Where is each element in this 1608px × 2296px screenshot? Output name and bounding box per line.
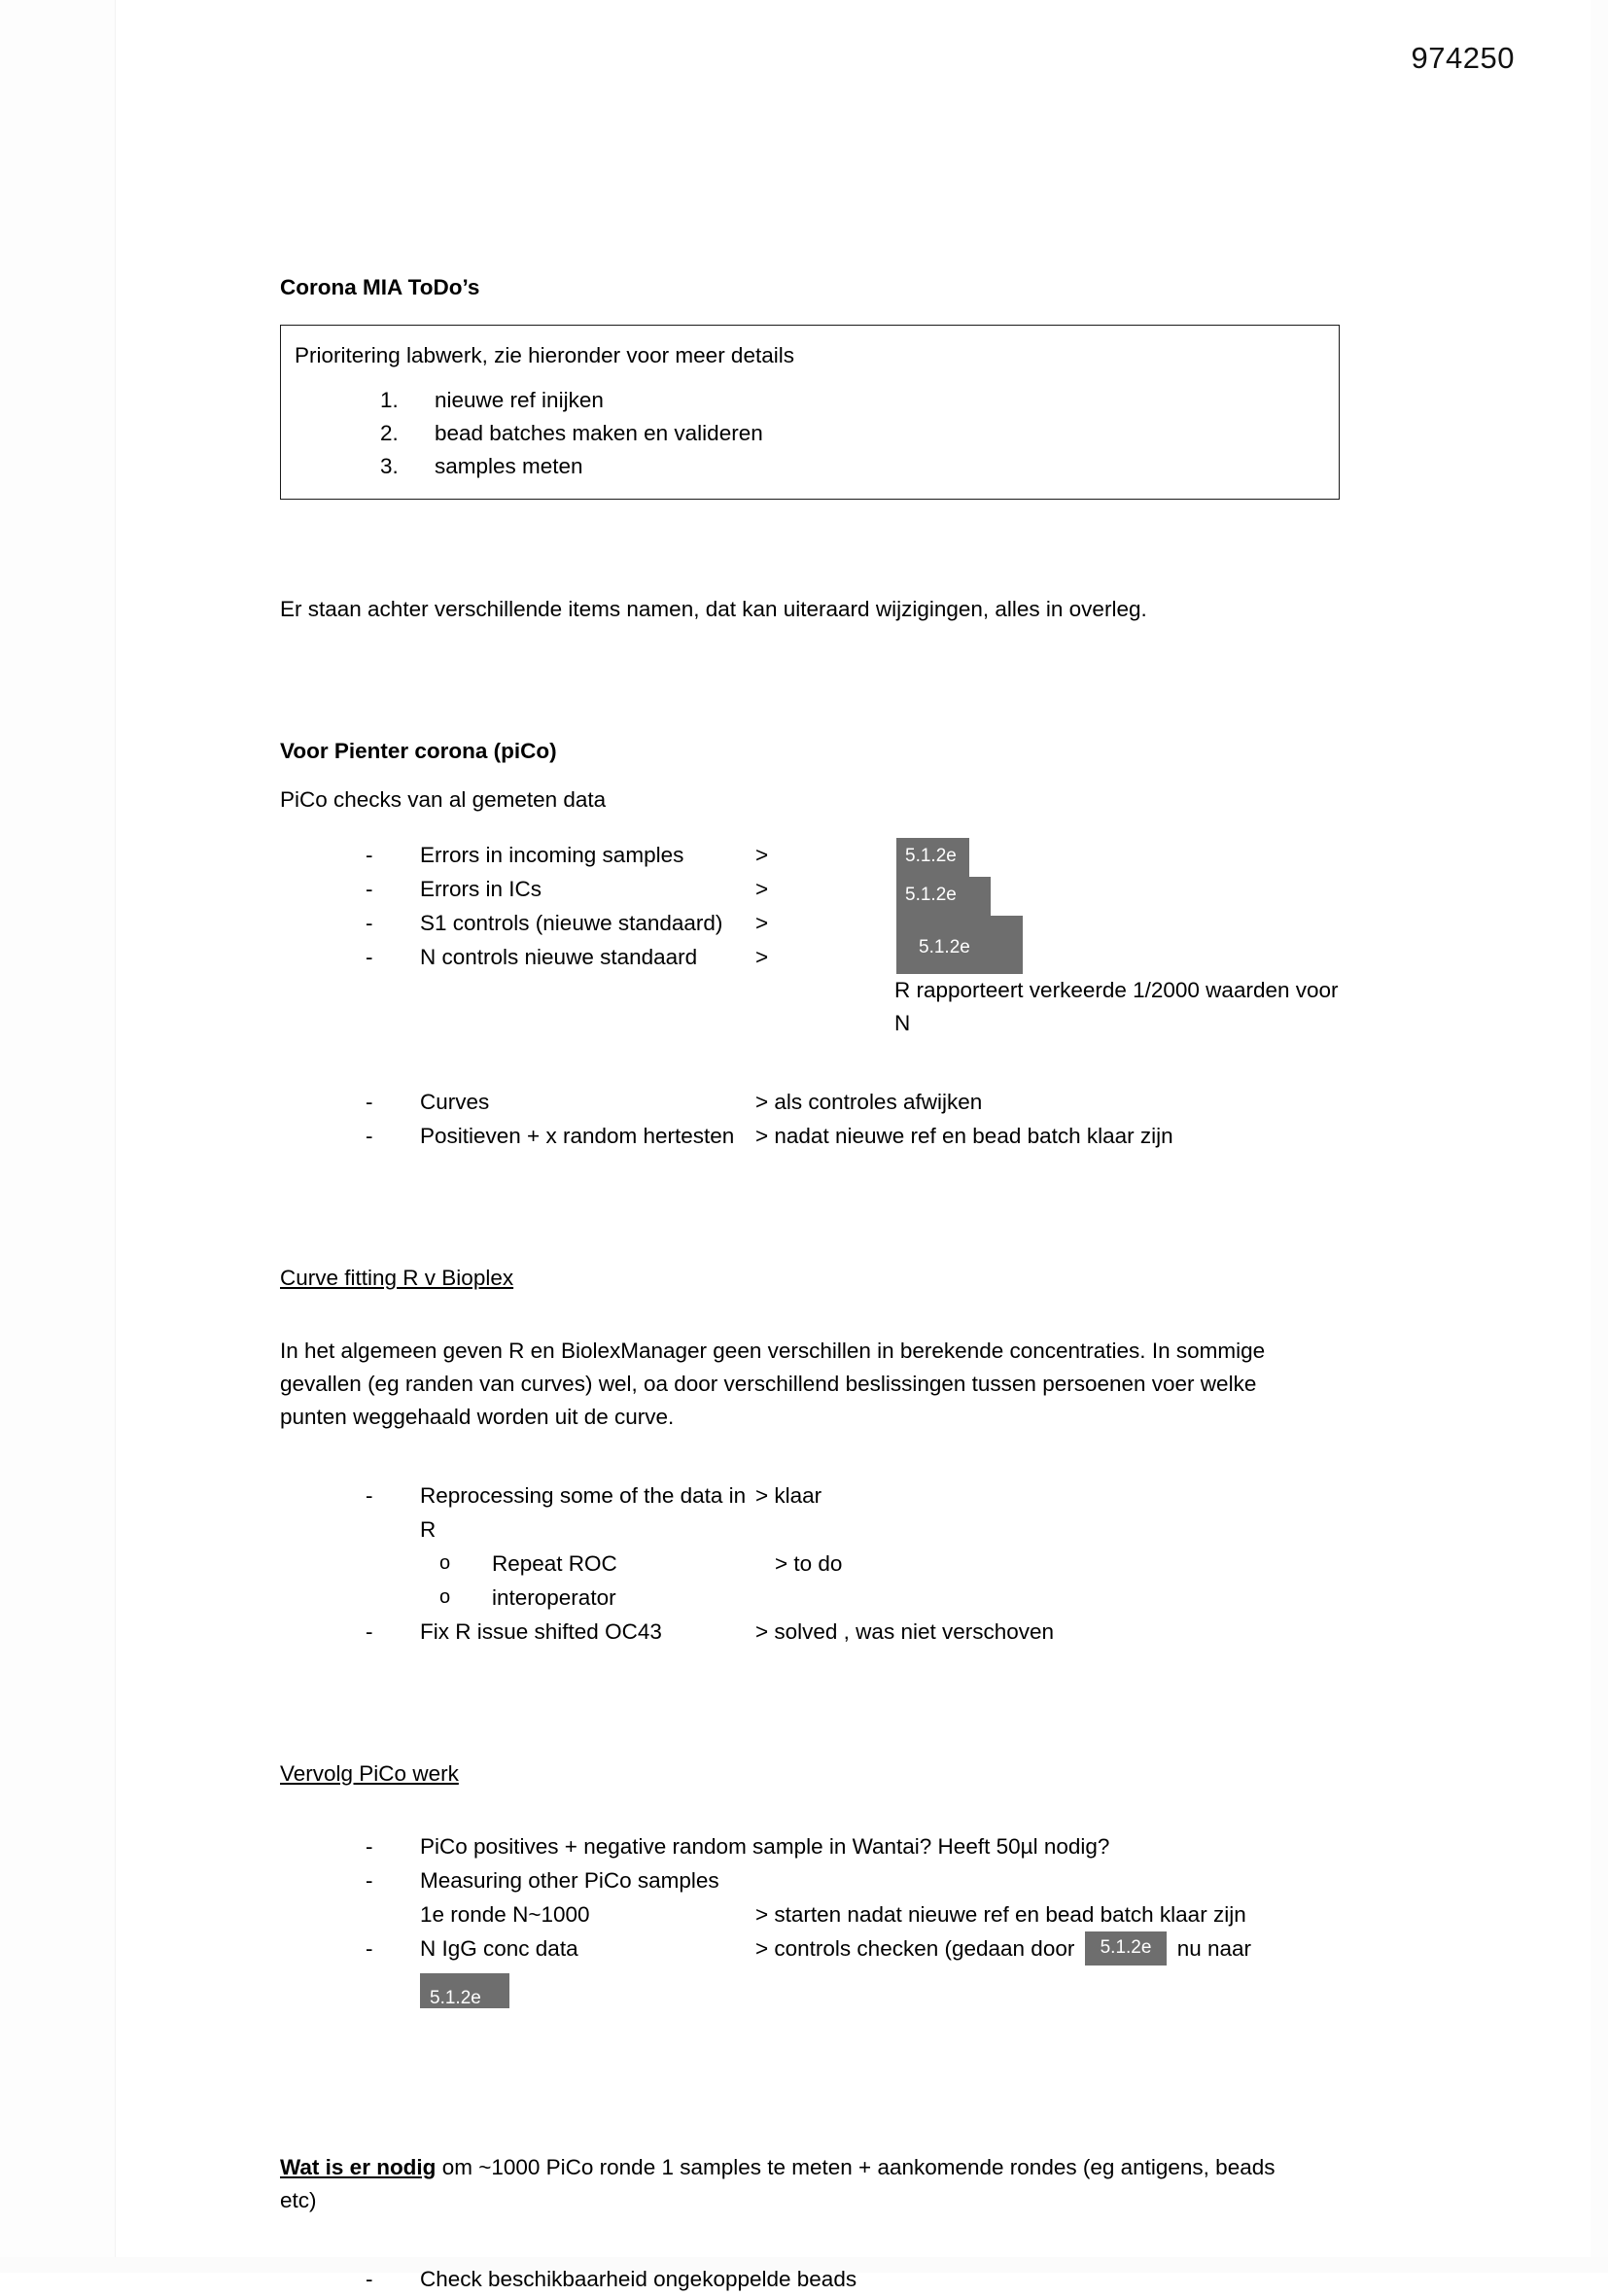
check-marker: > bbox=[755, 945, 769, 969]
redaction-inline: 5.1.2e bbox=[1085, 1931, 1168, 1966]
list-item bbox=[366, 1897, 1354, 1931]
paragraph-line: In het algemeen geven R en BiolexManager geen verschillen in berekende concentraties. In sommige bbox=[280, 1338, 1266, 1363]
wat-is-er-nodig-bold: Wat is er nodig bbox=[280, 2154, 437, 2179]
igg-result-before: > controls checken (gedaan door bbox=[755, 1936, 1075, 1961]
igg-result bbox=[755, 1931, 1354, 1967]
curvefit-items bbox=[280, 1478, 1354, 1649]
wat-is-er-nodig-line2: etc) bbox=[280, 2187, 317, 2212]
pico-checks-list bbox=[280, 838, 1354, 974]
check-label: - Curves bbox=[420, 1090, 490, 1114]
subitem-label: o interoperator bbox=[492, 1584, 616, 1610]
item-result: > klaar bbox=[755, 1482, 822, 1508]
igg-result-after: nu naar bbox=[1176, 1936, 1252, 1961]
overleg-note: Er staan achter verschillende items namen, dat kan uiteraard wijzigingen, alles in overleg. bbox=[280, 596, 1147, 621]
item-label: - Fix R issue shifted OC43 bbox=[420, 1618, 662, 1644]
check-marker: > bbox=[755, 911, 769, 935]
heading-vervolg-pico-werk: Vervolg PiCo werk bbox=[280, 1760, 459, 1786]
item-label: - Reprocessing some of the data in R bbox=[420, 1482, 747, 1542]
list-item: bead batches maken en valideren bbox=[435, 420, 763, 445]
ronde-result: > starten nadat nieuwe ref en bead batch klaar zijn bbox=[755, 1902, 1246, 1927]
check-label: - Positieven + x random hertesten bbox=[420, 1124, 735, 1148]
item-result: > solved , was niet verschoven bbox=[755, 1618, 1055, 1644]
scan-edge-right bbox=[1591, 0, 1608, 2273]
list-item: nieuwe ref inijken bbox=[435, 387, 604, 412]
igg-label: - N IgG conc data bbox=[420, 1936, 578, 1961]
pico-checks-continued bbox=[280, 1085, 1354, 1153]
check-result: > als controles afwijken bbox=[755, 1090, 983, 1114]
priority-numbered-list bbox=[295, 384, 1339, 483]
r-report-note: R rapporteert verkeerde 1/2000 waarden voor N bbox=[894, 978, 1339, 1035]
check-label: - Errors in incoming samples bbox=[420, 843, 684, 867]
list-item bbox=[366, 1478, 1354, 1547]
redaction-block: 5.1.2e bbox=[896, 838, 969, 877]
list-item bbox=[439, 1581, 1354, 1615]
redaction-block: 5.1.2e bbox=[420, 1973, 509, 2008]
list-item-subgroup bbox=[366, 1547, 1354, 1615]
wat-is-er-nodig-heading bbox=[280, 2151, 1354, 2217]
list-item bbox=[366, 906, 1354, 940]
priority-box-lead: Prioritering labwerk, zie hieronder voor meer details bbox=[295, 342, 794, 367]
check-marker: > bbox=[755, 877, 769, 901]
wat-is-er-nodig-rest: om ~1000 PiCo ronde 1 samples te meten + aankomende rondes (eg antigens, beads bbox=[436, 2154, 1276, 2179]
check-label: - Errors in ICs bbox=[420, 877, 542, 901]
list-item bbox=[366, 1615, 1354, 1649]
vervolg-items bbox=[280, 1829, 1354, 2013]
check-marker: > bbox=[755, 843, 769, 867]
heading-voor-pienter-corona: Voor Pienter corona (piCo) bbox=[280, 738, 557, 763]
paragraph-line: punten weggehaald worden uit de curve. bbox=[280, 1404, 675, 1429]
ronde-label: 1e ronde N~1000 bbox=[420, 1902, 590, 1927]
list-item bbox=[366, 1863, 1354, 1897]
list-item bbox=[366, 1085, 1354, 1119]
heading-corona-mia-todos: Corona MIA ToDo’s bbox=[280, 275, 480, 299]
list-item bbox=[366, 1931, 1354, 2013]
list-item bbox=[366, 872, 1354, 906]
pico-checks-subheading: PiCo checks van al gemeten data bbox=[280, 787, 607, 812]
list-item bbox=[366, 1119, 1354, 1153]
redaction-block: 5.1.2e bbox=[896, 877, 991, 916]
item-label: Measuring other PiCo samples bbox=[420, 1868, 719, 1893]
document-number: 974250 bbox=[1411, 41, 1515, 75]
subitem-result: > to do bbox=[775, 1550, 843, 1576]
document-content bbox=[280, 277, 1354, 2296]
check-label: - S1 controls (nieuwe standaard) bbox=[420, 911, 723, 935]
check-result: > nadat nieuwe ref en bead batch klaar zijn bbox=[755, 1124, 1173, 1148]
subitem-label: o Repeat ROC bbox=[492, 1550, 617, 1576]
list-item: - Check beschikbaarheid ongekoppelde beads bbox=[366, 2262, 1354, 2296]
heading-curve-fitting: Curve fitting R v Bioplex bbox=[280, 1266, 514, 1290]
scan-edge-left bbox=[0, 0, 116, 2273]
list-item bbox=[366, 838, 1354, 872]
check-label: - N controls nieuwe standaard bbox=[420, 945, 698, 969]
curvefit-paragraph bbox=[280, 1335, 1354, 1434]
curvefit-subitems bbox=[366, 1547, 1354, 1615]
paragraph-line: gevallen (eg randen van curves) wel, oa door verschillend beslissingen tussen persoenen voer welke bbox=[280, 1371, 1257, 1396]
list-item bbox=[366, 1829, 1354, 1863]
redaction-stack bbox=[896, 838, 1023, 974]
list-item bbox=[439, 1547, 1354, 1581]
item-label: PiCo positives + negative random sample in Wantai? Heeft 50µl nodig? bbox=[420, 1834, 1110, 1859]
list-item: samples meten bbox=[435, 453, 583, 478]
priority-box bbox=[280, 325, 1340, 500]
list-item bbox=[366, 940, 1354, 974]
redaction-block: 5.1.2e bbox=[896, 916, 1023, 974]
nodig-items bbox=[280, 2262, 1354, 2296]
